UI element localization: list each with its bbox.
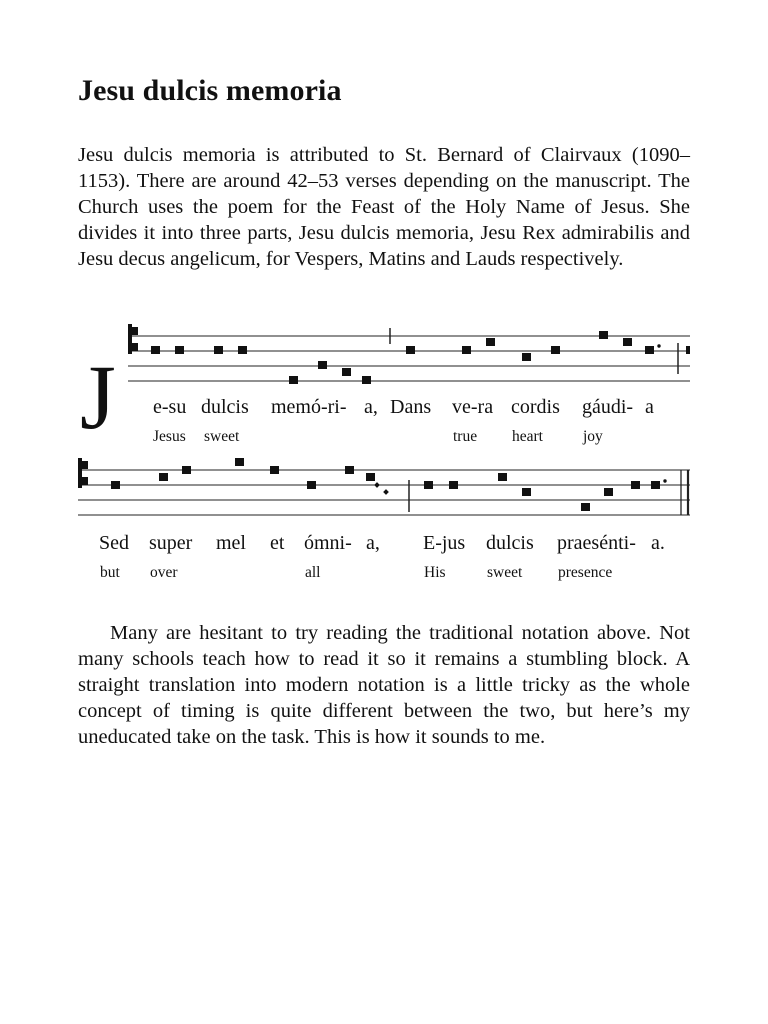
lyric-syllable: ómni- bbox=[304, 532, 352, 554]
neume bbox=[631, 481, 640, 489]
neume bbox=[345, 466, 354, 474]
neume-diamond bbox=[383, 489, 389, 495]
clef-2-icon bbox=[78, 458, 88, 488]
neume bbox=[651, 481, 660, 489]
lyric-syllable: E-jus bbox=[423, 532, 466, 554]
neume-diamond bbox=[374, 482, 380, 488]
neume bbox=[406, 346, 415, 354]
line-2-lyrics bbox=[99, 532, 665, 554]
neume bbox=[214, 346, 223, 354]
neume bbox=[498, 473, 507, 481]
lyric-syllable: memó-ri- bbox=[271, 396, 347, 418]
translation-word: true bbox=[453, 428, 478, 445]
line-1-translations bbox=[153, 428, 603, 445]
neume bbox=[522, 488, 531, 496]
page-title: Jesu dulcis memoria bbox=[78, 74, 342, 107]
translation-word: joy bbox=[583, 428, 603, 445]
neume bbox=[522, 353, 531, 361]
line-2-translations bbox=[100, 564, 612, 581]
neume bbox=[551, 346, 560, 354]
lyric-syllable: dulcis bbox=[201, 396, 249, 418]
line-1-lyrics bbox=[153, 396, 654, 418]
lyric-syllable: super bbox=[149, 532, 193, 554]
lyric-syllable: a. bbox=[651, 532, 665, 554]
staff-2-bars bbox=[409, 470, 688, 515]
translation-word: over bbox=[150, 564, 178, 581]
neume bbox=[342, 368, 351, 376]
lyric-syllable: a, bbox=[366, 532, 380, 554]
drop-initial: J bbox=[80, 346, 116, 448]
translation-word: all bbox=[305, 564, 321, 581]
translation-word: presence bbox=[558, 564, 613, 581]
neume bbox=[111, 481, 120, 489]
lyric-syllable: praesénti- bbox=[557, 532, 636, 554]
translation-word: heart bbox=[512, 428, 543, 445]
neume bbox=[151, 346, 160, 354]
mora-dot bbox=[657, 344, 660, 347]
neume bbox=[623, 338, 632, 346]
translation-word: but bbox=[100, 564, 120, 581]
lyric-syllable: a bbox=[645, 396, 654, 418]
neume bbox=[362, 376, 371, 384]
translation-word: sweet bbox=[204, 428, 240, 445]
translation-word: His bbox=[424, 564, 446, 581]
neume bbox=[159, 473, 168, 481]
custos bbox=[686, 346, 690, 354]
neume bbox=[645, 346, 654, 354]
lyric-syllable: gáudi- bbox=[582, 396, 634, 418]
lyric-syllable: Sed bbox=[99, 532, 129, 554]
neume bbox=[604, 488, 613, 496]
neume bbox=[366, 473, 375, 481]
mora-dot bbox=[663, 479, 666, 482]
lyric-syllable: et bbox=[270, 532, 285, 554]
lyric-syllable: Dans bbox=[390, 396, 432, 418]
neume bbox=[599, 331, 608, 339]
neume bbox=[235, 458, 244, 466]
outro-paragraph: Many are hesitant to try reading the traditional notation above. Not many schools teach how to read it so it remains a stumbling block. A straight translation into modern notation is a little tricky as the whole concept of timing is quite different between the two, but here’s my uneducated take on the task. This is how it sounds to me. bbox=[78, 622, 690, 748]
staff-1 bbox=[128, 336, 690, 381]
neume bbox=[318, 361, 327, 369]
neume bbox=[581, 503, 590, 511]
neume bbox=[462, 346, 471, 354]
lyric-syllable: dulcis bbox=[486, 532, 534, 554]
neume bbox=[270, 466, 279, 474]
neume bbox=[238, 346, 247, 354]
neume bbox=[175, 346, 184, 354]
lyric-syllable: e-su bbox=[153, 396, 187, 418]
clef-1-icon bbox=[128, 324, 138, 354]
staff-1-neumes bbox=[151, 331, 690, 384]
lyric-syllable: a, bbox=[364, 396, 378, 418]
lyric-syllable: cordis bbox=[511, 396, 560, 418]
neume bbox=[449, 481, 458, 489]
neume bbox=[289, 376, 298, 384]
lyric-syllable: ve-ra bbox=[452, 396, 494, 418]
neume bbox=[486, 338, 495, 346]
intro-paragraph: Jesu dulcis memoria is attributed to St. Bernard of Clairvaux (1090–1153). There are around 42–53 verses depending on the manuscript. The Church uses the poem for the Feast of the Holy Name of Jesus. She divides it into three parts, Jesu dulcis memoria, Jesu Rex admirabilis and Jesu decus angelicum, for Vespers, Matins and Lauds respectively. bbox=[78, 144, 690, 270]
lyric-syllable: mel bbox=[216, 532, 246, 554]
neume bbox=[182, 466, 191, 474]
translation-word: sweet bbox=[487, 564, 523, 581]
neume bbox=[307, 481, 316, 489]
translation-word: Jesus bbox=[153, 428, 186, 445]
neume bbox=[424, 481, 433, 489]
